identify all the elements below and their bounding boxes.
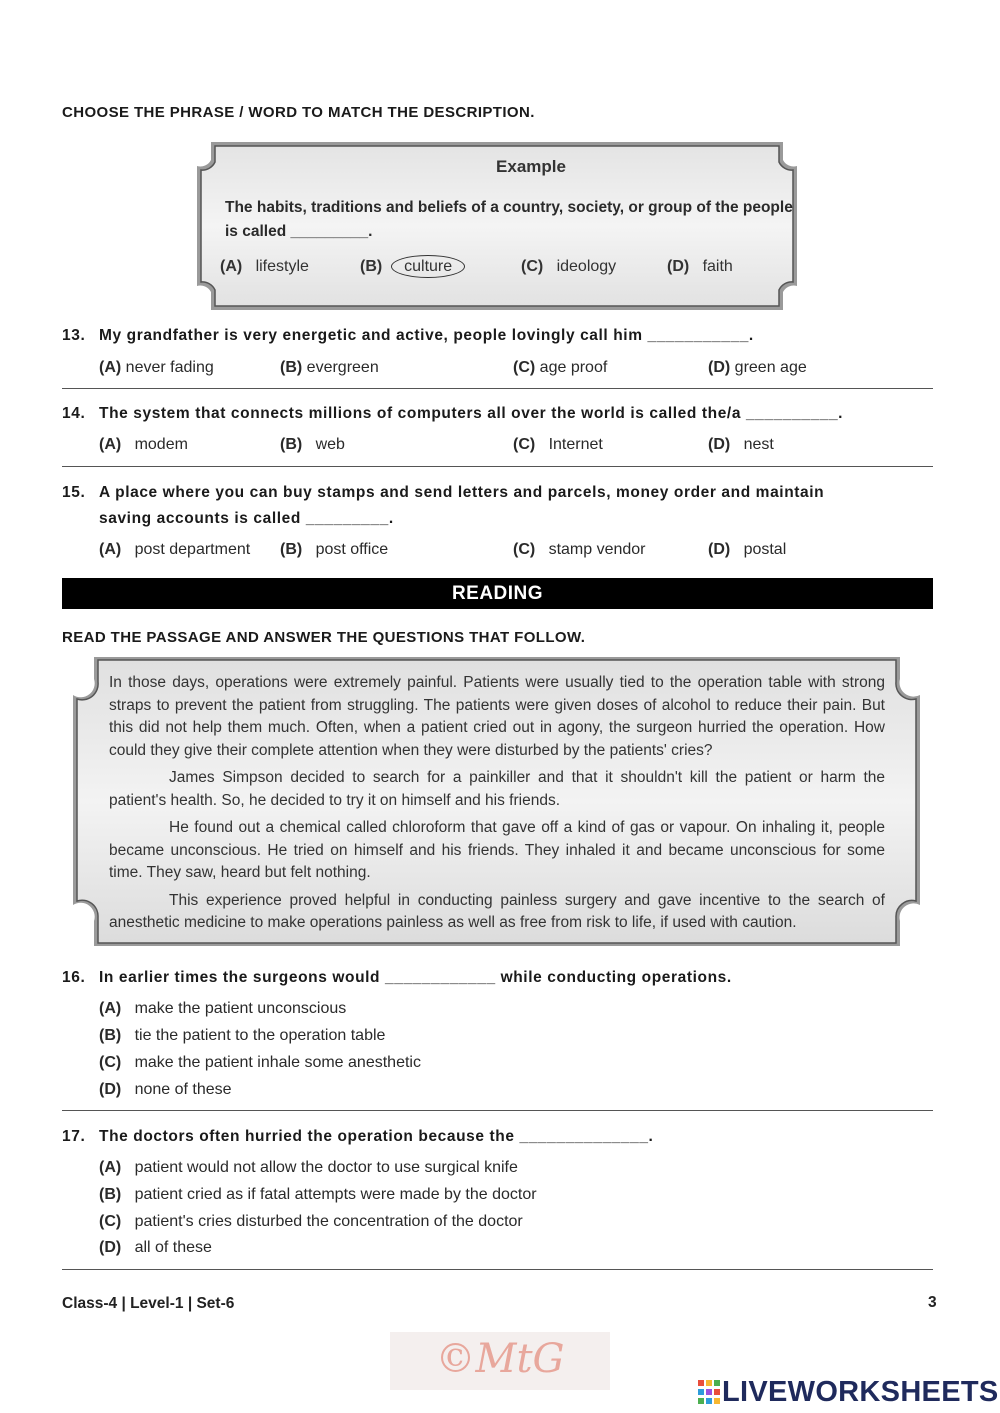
question-number: 17. <box>62 1128 86 1145</box>
question-15 <box>62 484 933 502</box>
q14-option-c[interactable]: (C) Internet <box>513 436 603 453</box>
question-number: 15. <box>62 484 86 501</box>
q16-option-b[interactable]: (B) tie the patient to the operation table <box>99 1027 386 1044</box>
question-13 <box>62 327 754 345</box>
option-text: faith <box>702 258 733 275</box>
option-text: lifestyle <box>255 258 309 275</box>
passage-paragraph: This experience proved helpful in conducting painless surgery and gave incentive to the search of anesthetic medicine to make operations painless as well as free from risk to life, if used with caution. <box>109 891 885 931</box>
q14-option-b[interactable]: (B) web <box>280 436 345 453</box>
option-text: ideology <box>556 258 617 275</box>
circled-answer: culture <box>391 255 465 278</box>
q17-option-a[interactable]: (A) patient would not allow the doctor to use surgical knife <box>99 1159 518 1176</box>
example-title: Example <box>496 157 566 176</box>
reading-heading: READ THE PASSAGE AND ANSWER THE QUESTIONS THAT FOLLOW. <box>62 629 586 646</box>
divider <box>62 388 933 389</box>
question-17 <box>62 1128 653 1146</box>
question-16 <box>62 969 732 987</box>
section-heading: CHOOSE THE PHRASE / WORD TO MATCH THE DESCRIPTION. <box>62 104 535 121</box>
q15-option-d[interactable]: (D) postal <box>708 541 787 558</box>
option-letter: (A) <box>220 258 243 275</box>
question-text: In earlier times the surgeons would ____________ while conducting operations. <box>99 969 732 986</box>
question-text-line1: A place where you can buy stamps and send letters and parcels, money order and maintain <box>99 484 825 501</box>
liveworksheets-watermark: LIVEWORKSHEETS <box>722 1376 999 1408</box>
reading-banner: READING <box>62 578 933 609</box>
question-number: 13. <box>62 327 86 344</box>
passage-paragraph: He found out a chemical called chloroform that gave off a kind of gas or vapour. On inhaling it, people became unconscious. He tried on himself and his friends. They inhaled it and became unconscious for some time. They saw, heard but felt nothing. <box>109 819 885 881</box>
q14-option-d[interactable]: (D) nest <box>708 436 774 453</box>
page-number: 3 <box>928 1294 937 1311</box>
publisher-logo: ©MtG <box>435 1336 565 1382</box>
q16-option-c[interactable]: (C) make the patient inhale some anesthetic <box>99 1054 421 1071</box>
option-letter: (B) <box>360 258 383 275</box>
question-15-line2: saving accounts is called _________. <box>99 510 394 527</box>
example-option-b <box>360 258 465 276</box>
q16-option-a[interactable]: (A) make the patient unconscious <box>99 1000 347 1017</box>
passage-paragraph: James Simpson decided to search for a painkiller and that it shouldn't kill the patient or harm the patient's health. So, he decided to try it on himself and his friends. <box>109 769 885 809</box>
question-number: 14. <box>62 405 86 422</box>
example-option-d <box>667 258 733 276</box>
q16-option-d[interactable]: (D) none of these <box>99 1081 232 1098</box>
liveworksheets-icon <box>698 1380 720 1404</box>
option-letter: (C) <box>521 258 544 275</box>
q13-option-c[interactable]: (C) age proof <box>513 359 608 376</box>
q13-option-b[interactable]: (B) evergreen <box>280 359 379 376</box>
q15-option-c[interactable]: (C) stamp vendor <box>513 541 646 558</box>
q17-option-b[interactable]: (B) patient cried as if fatal attempts were made by the doctor <box>99 1186 537 1203</box>
example-option-c <box>521 258 616 276</box>
divider <box>62 466 933 467</box>
q17-option-d[interactable]: (D) all of these <box>99 1239 212 1256</box>
divider <box>62 1269 933 1270</box>
footer-label: Class-4 | Level-1 | Set-6 <box>62 1295 235 1312</box>
q15-option-a[interactable]: (A) post department <box>99 541 251 558</box>
q13-option-a[interactable]: (A) never fading <box>99 359 214 376</box>
example-option-a <box>220 258 309 276</box>
divider <box>62 1110 933 1111</box>
option-letter: (D) <box>667 258 690 275</box>
q14-option-a[interactable]: (A) modem <box>99 436 188 453</box>
question-14 <box>62 405 843 423</box>
q13-option-d[interactable]: (D) green age <box>708 359 807 376</box>
example-question: The habits, traditions and beliefs of a country, society, or group of the people is called _________. <box>225 199 793 240</box>
passage-paragraph: In those days, operations were extremely painful. Patients were usually tied to the operation table with strong straps to prevent the patient from struggling. The patients were given doses of alcohol to reduce their pain. But this did not help them much. Often, when a patient cried out in agony, the surgeon hurried the operation. How could they give their complete attention when they were disturbed by the patients' cries? <box>109 674 885 759</box>
question-text: My grandfather is very energetic and active, people lovingly call him ___________. <box>99 327 754 344</box>
q17-option-c[interactable]: (C) patient's cries disturbed the concentration of the doctor <box>99 1213 523 1230</box>
question-number: 16. <box>62 969 86 986</box>
question-text: The doctors often hurried the operation because the ______________. <box>99 1128 654 1145</box>
reading-passage <box>109 672 885 940</box>
q15-option-b[interactable]: (B) post office <box>280 541 389 558</box>
question-text: The system that connects millions of computers all over the world is called the/a __________. <box>99 405 844 422</box>
